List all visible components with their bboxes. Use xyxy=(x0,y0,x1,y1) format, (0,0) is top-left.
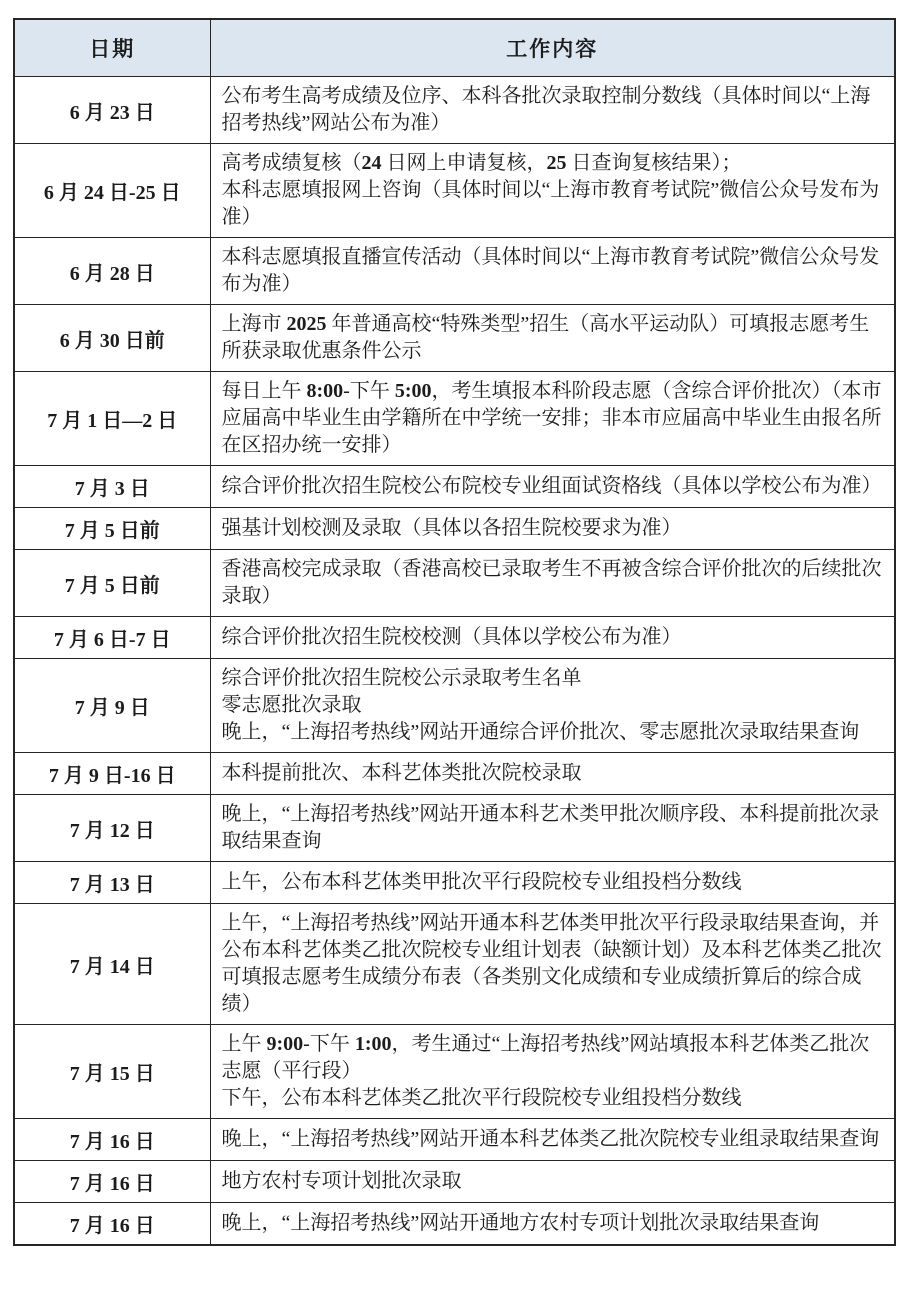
table-row xyxy=(14,144,895,238)
content-cell xyxy=(210,659,895,753)
content-cell xyxy=(210,238,895,305)
content-cell xyxy=(210,305,895,372)
table-header xyxy=(14,19,895,77)
date-cell: 7 月 16 日 xyxy=(14,1203,210,1246)
table-row xyxy=(14,1119,895,1161)
content-paragraph: 晚上，“上海招考热线”网站开通本科艺术类甲批次顺序段、本科提前批次录取结果查询 xyxy=(221,803,880,852)
content-cell xyxy=(210,1161,895,1203)
date-cell: 6 月 30 日前 xyxy=(14,305,210,372)
content-paragraph: 高考成绩复核（24 日网上申请复核，25 日查询复核结果）； xyxy=(221,152,742,174)
content-cell xyxy=(210,795,895,862)
date-cell: 7 月 16 日 xyxy=(14,1161,210,1203)
content-paragraph: 综合评价批次招生院校公示录取考生名单 xyxy=(221,667,582,689)
table-body xyxy=(14,77,895,1246)
table-row xyxy=(14,77,895,144)
content-paragraph: 上午 9:00-下午 1:00，考生通过“上海招考热线”网站填报本科艺体类乙批次志愿（平行段） xyxy=(221,1033,870,1082)
date-cell: 7 月 14 日 xyxy=(14,904,210,1025)
content-cell xyxy=(210,1119,895,1161)
date-cell: 7 月 12 日 xyxy=(14,795,210,862)
table-row xyxy=(14,1025,895,1119)
content-paragraph: 晚上，“上海招考热线”网站开通综合评价批次、零志愿批次录取结果查询 xyxy=(221,721,860,743)
header-row xyxy=(14,19,895,77)
content-paragraph: 香港高校完成录取（香港高校已录取考生不再被含综合评价批次的后续批次录取） xyxy=(221,558,882,607)
date-cell: 7 月 9 日-16 日 xyxy=(14,753,210,795)
date-cell: 6 月 28 日 xyxy=(14,238,210,305)
content-paragraph: 综合评价批次招生院校公布院校专业组面试资格线（具体以学校公布为准） xyxy=(221,475,882,497)
date-cell: 7 月 1 日—2 日 xyxy=(14,372,210,466)
content-cell xyxy=(210,144,895,238)
table-row xyxy=(14,238,895,305)
date-cell: 7 月 5 日前 xyxy=(14,508,210,550)
table-row xyxy=(14,372,895,466)
content-cell xyxy=(210,617,895,659)
content-paragraph: 综合评价批次招生院校校测（具体以学校公布为准） xyxy=(221,626,682,648)
content-cell xyxy=(210,466,895,508)
content-paragraph: 每日上午 8:00-下午 5:00，考生填报本科阶段志愿（含综合评价批次）（本市应届高中毕业生由学籍所在中学统一安排；非本市应届高中毕业生由报名所在区招办统一安排） xyxy=(221,380,882,456)
content-paragraph: 上午，“上海招考热线”网站开通本科艺体类甲批次平行段录取结果查询，并公布本科艺体类乙批次院校专业组计划表（缺额计划）及本科艺体类乙批次可填报志愿考生成绩分布表（各类别文化成绩和专业成绩折算后的综合成绩） xyxy=(221,912,882,1015)
table-row xyxy=(14,659,895,753)
table-row xyxy=(14,795,895,862)
content-paragraph: 零志愿批次录取 xyxy=(221,694,362,716)
content-cell xyxy=(210,550,895,617)
schedule-table xyxy=(13,18,896,1246)
content-paragraph: 地方农村专项计划批次录取 xyxy=(221,1170,462,1192)
content-paragraph: 上海市 2025 年普通高校“特殊类型”招生（高水平运动队）可填报志愿考生所获录取优惠条件公示 xyxy=(221,313,870,362)
table-row xyxy=(14,904,895,1025)
content-cell xyxy=(210,1203,895,1246)
content-paragraph: 晚上，“上海招考热线”网站开通本科艺体类乙批次院校专业组录取结果查询 xyxy=(221,1128,880,1150)
date-cell: 7 月 3 日 xyxy=(14,466,210,508)
content-paragraph: 下午，公布本科艺体类乙批次平行段院校专业组投档分数线 xyxy=(221,1087,742,1109)
date-cell: 7 月 5 日前 xyxy=(14,550,210,617)
table-row xyxy=(14,617,895,659)
date-cell: 6 月 23 日 xyxy=(14,77,210,144)
content-paragraph: 本科提前批次、本科艺体类批次院校录取 xyxy=(221,762,582,784)
date-cell: 7 月 15 日 xyxy=(14,1025,210,1119)
date-cell: 7 月 6 日-7 日 xyxy=(14,617,210,659)
content-cell xyxy=(210,904,895,1025)
date-cell: 7 月 16 日 xyxy=(14,1119,210,1161)
content-cell xyxy=(210,372,895,466)
date-cell: 7 月 13 日 xyxy=(14,862,210,904)
table-row xyxy=(14,550,895,617)
table-row xyxy=(14,862,895,904)
table-row xyxy=(14,305,895,372)
table-row xyxy=(14,1203,895,1246)
content-cell xyxy=(210,862,895,904)
content-cell xyxy=(210,77,895,144)
content-paragraph: 上午，公布本科艺体类甲批次平行段院校专业组投档分数线 xyxy=(221,871,742,893)
column-header-content: 工作内容 xyxy=(210,19,895,77)
table-row xyxy=(14,753,895,795)
content-paragraph: 本科志愿填报网上咨询（具体时间以“上海市教育考试院”微信公众号发布为准） xyxy=(221,179,880,228)
column-header-date: 日期 xyxy=(14,19,210,77)
content-cell xyxy=(210,508,895,550)
content-cell xyxy=(210,1025,895,1119)
content-paragraph: 公布考生高考成绩及位序、本科各批次录取控制分数线（具体时间以“上海招考热线”网站公布为准） xyxy=(221,85,871,134)
table-row xyxy=(14,1161,895,1203)
content-paragraph: 晚上，“上海招考热线”网站开通地方农村专项计划批次录取结果查询 xyxy=(221,1212,820,1234)
date-cell: 6 月 24 日-25 日 xyxy=(14,144,210,238)
table-row xyxy=(14,466,895,508)
content-paragraph: 本科志愿填报直播宣传活动（具体时间以“上海市教育考试院”微信公众号发布为准） xyxy=(221,246,880,295)
content-paragraph: 强基计划校测及录取（具体以各招生院校要求为准） xyxy=(221,517,682,539)
date-cell: 7 月 9 日 xyxy=(14,659,210,753)
table-row xyxy=(14,508,895,550)
content-cell xyxy=(210,753,895,795)
